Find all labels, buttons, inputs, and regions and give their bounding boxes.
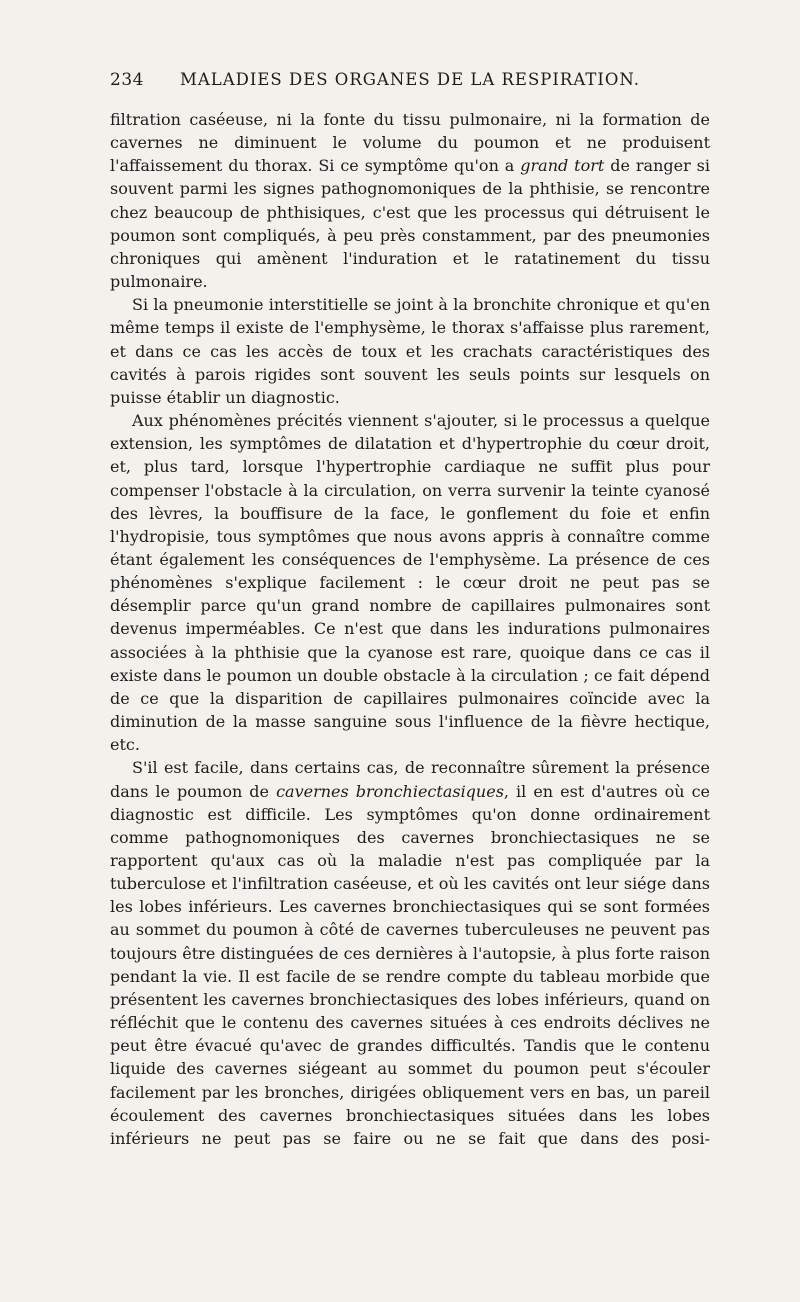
paragraph-1-italic: grand tort — [520, 156, 605, 176]
paragraph-4-italic: cavernes bronchiectasiques — [276, 781, 504, 801]
paragraph-4 — [110, 756, 710, 1150]
page-header — [110, 70, 710, 94]
body-text — [110, 108, 710, 1150]
running-title: MALADIES DES ORGANES DE LA RESPIRATION. — [179, 70, 641, 89]
paragraph-2: Si la pneumonie interstitielle se joint à la bronchite chronique et qu'en même temps il existe de l'emphysème, le thorax s'affaisse plus rarement, et dans ce cas les accès de toux et les crachats caractéristiques des cavités à parois rigides sont souvent les seuls points sur lesquels on puisse établir un diagnostic. — [110, 295, 710, 407]
paragraph-1-text-a: filtration caséeuse, ni la fonte du tissu pulmonaire, ni la formation de cavernes ne diminuent le volume du poumon et ne produisent l'affaissement du thorax. Si ce symptôme qu'on a — [110, 110, 710, 176]
paragraph-1-text-b: de ranger si souvent parmi les signes pathognomoniques de la phthisie, se rencontre chez beaucoup de phthisiques, c'est que les processus qui détruisent le poumon sont compliqués, à peu près constamment, par des pneumonies chroniques qui amènent l'induration et le ratatinement du tissu pulmonaire. — [110, 156, 711, 292]
page-number: 234 — [110, 70, 144, 90]
paragraph-4-text-b: , il en est d'autres où ce diagnostic est difficile. Les symptômes qu'on donne ordinairement comme pathognomoniques des cavernes bronchiectasiques ne se rapportent qu'aux cas où la maladie n'est pas compliquée par la tuberculose et l'infiltration caséeuse, et où les cavités ont leur siége dans les lobes inférieurs. Les cavernes bronchiectasiques qui se sont formées au sommet du poumon à côté de cavernes tuberculeuses ne peuvent pas toujours être distinguées de ces dernières à l'autopsie, à plus forte raison pendant la vie. Il est facile de se rendre compte du tableau morbide que présentent les cavernes bronchiectasiques des lobes inférieurs, quand on réfléchit que le contenu des cavernes situées à ces endroits déclives ne peut être évacué qu'avec de grandes difficultés. Tandis que le contenu liquide des cavernes siégeant au sommet du poumon peut s'écouler facilement par les bronches, dirigées obliquement vers en bas, un pareil écoulement des cavernes bronchiectasiques situées dans les lobes inférieurs ne peut pas se faire ou ne se fait que dans des posi- — [110, 781, 711, 1148]
paragraph-1 — [110, 108, 710, 293]
paragraph-4-text-a: S'il est facile, dans certains cas, de reconnaître sûrement la présence dans le poumon de — [110, 758, 710, 801]
paragraph-3: Aux phénomènes précités viennent s'ajouter, si le processus a quelque extension, les symptômes de dilatation et d'hypertrophie du cœur droit, et, plus tard, lorsque l'hypertrophie cardiaque ne suffit plus pour compenser l'obstacle à la circulation, on verra survenir la teinte cyanosé des lèvres, la bouffisure de la face, le gonflement du foie et enfin l'hydropisie, tous symptômes que nous avons appris à connaître comme étant également les conséquences de l'emphysème. La présence de ces phénomènes s'explique facilement : le cœur droit ne peut pas se désemplir parce qu'un grand nombre de capillaires pulmonaires sont devenus imperméables. Ce n'est que dans les indurations pulmonaires associées à la phthisie que la cyanose est rare, quoique dans ce cas il existe dans le poumon un double obstacle à la circulation ; ce fait dépend de ce que la disparition de capillaires pulmonaires coïncide avec la diminution de la masse sanguine sous l'influence de la fièvre hectique, etc. — [110, 411, 710, 755]
